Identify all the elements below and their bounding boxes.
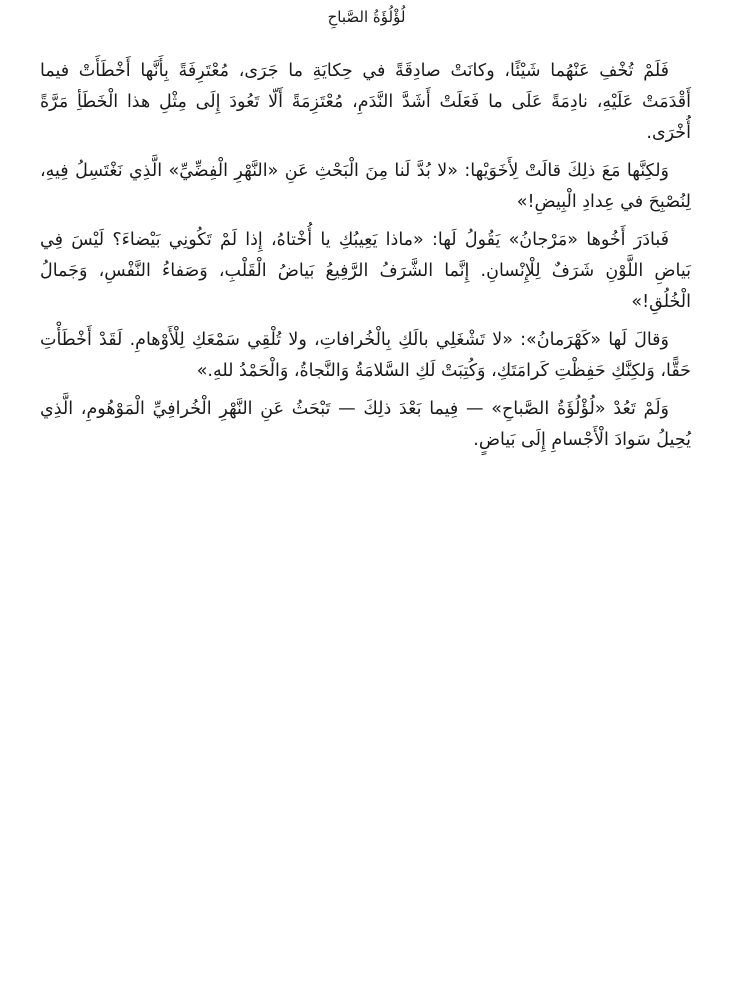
page-title: لُؤْلُؤَةُ الصَّباحِ bbox=[327, 8, 406, 26]
story-text bbox=[40, 56, 691, 463]
paragraph: وَلكِنَّها مَعَ ذلِكَ قالَتْ لِأَخَوَيْها: «لا بُدَّ لَنا مِنَ الْبَحْثِ عَنِ «النَّهْرِ الْفِضِّيِّ» الَّذِي نَغْتَسِلُ فِيهِ، لِنُصْبِحَ في عِدادِ الْبِيضِ!» bbox=[40, 161, 691, 212]
paragraph: وَقالَ لَها «كَهْرَمانُ»: «لا تَشْغَلِي بالَكِ بِالْخُرافاتِ، ولا تُلْقِي سَمْعَكِ لِلْأَوْهامِ. لَقَدْ أَخْطَأْتِ حَقًّا، وَلكِنَّكِ حَفِظْتِ كَرامَتَكِ، وَكُتِبَتْ لَكِ السَّلامَةُ وَالنَّجاةُ، وَالْحَمْدُ للهِ.» bbox=[40, 330, 691, 381]
paragraph: فَبادَرَ أَخُوها «مَرْجانُ» يَقُولُ لَها: «ماذا يَعِيبُكِ يا أُخْتاهُ، إِذا لَمْ تَكُونِي بَيْضاءَ؟ لَيْسَ فِي بَياضِ اللَّوْنِ شَرَفٌ لِلْإِنْسانِ. إِنَّما الشَّرَفُ الرَّفِيعُ بَياضُ الْقَلْبِ، وَصَفاءُ النَّفْسِ، وَجَمالُ الْخُلُقِ!» bbox=[40, 230, 691, 312]
paragraph: فَلَمْ تُخْفِ عَنْهُما شَيْئًا، وكانَتْ صادِقَةً في حِكايَةِ ما جَرَى، مُعْتَرِفَةً بِأَنَّها أَخْطَأَتْ فيما أَقْدَمَتْ عَلَيْهِ، نادِمَةً عَلَى ما فَعَلَتْ أَشَدَّ النَّدَمِ، مُعْتَزِمَةً أَلّا تَعُودَ إِلَى مِثْلِ هذا الْخَطَأِ مَرَّةً أُخْرَى. bbox=[40, 61, 691, 143]
paragraph: وَلَمْ تَعُدْ «لُؤْلُؤَةُ الصَّباحِ» — فِيما بَعْدَ ذلِكَ — تَبْحَثُ عَنِ النَّهْرِ الْخُرافِيِّ الْمَوْهُومِ، الَّذِي يُحِيلُ سَوادَ الْأَجْسامِ إِلَى بَياضٍ. bbox=[40, 399, 691, 450]
